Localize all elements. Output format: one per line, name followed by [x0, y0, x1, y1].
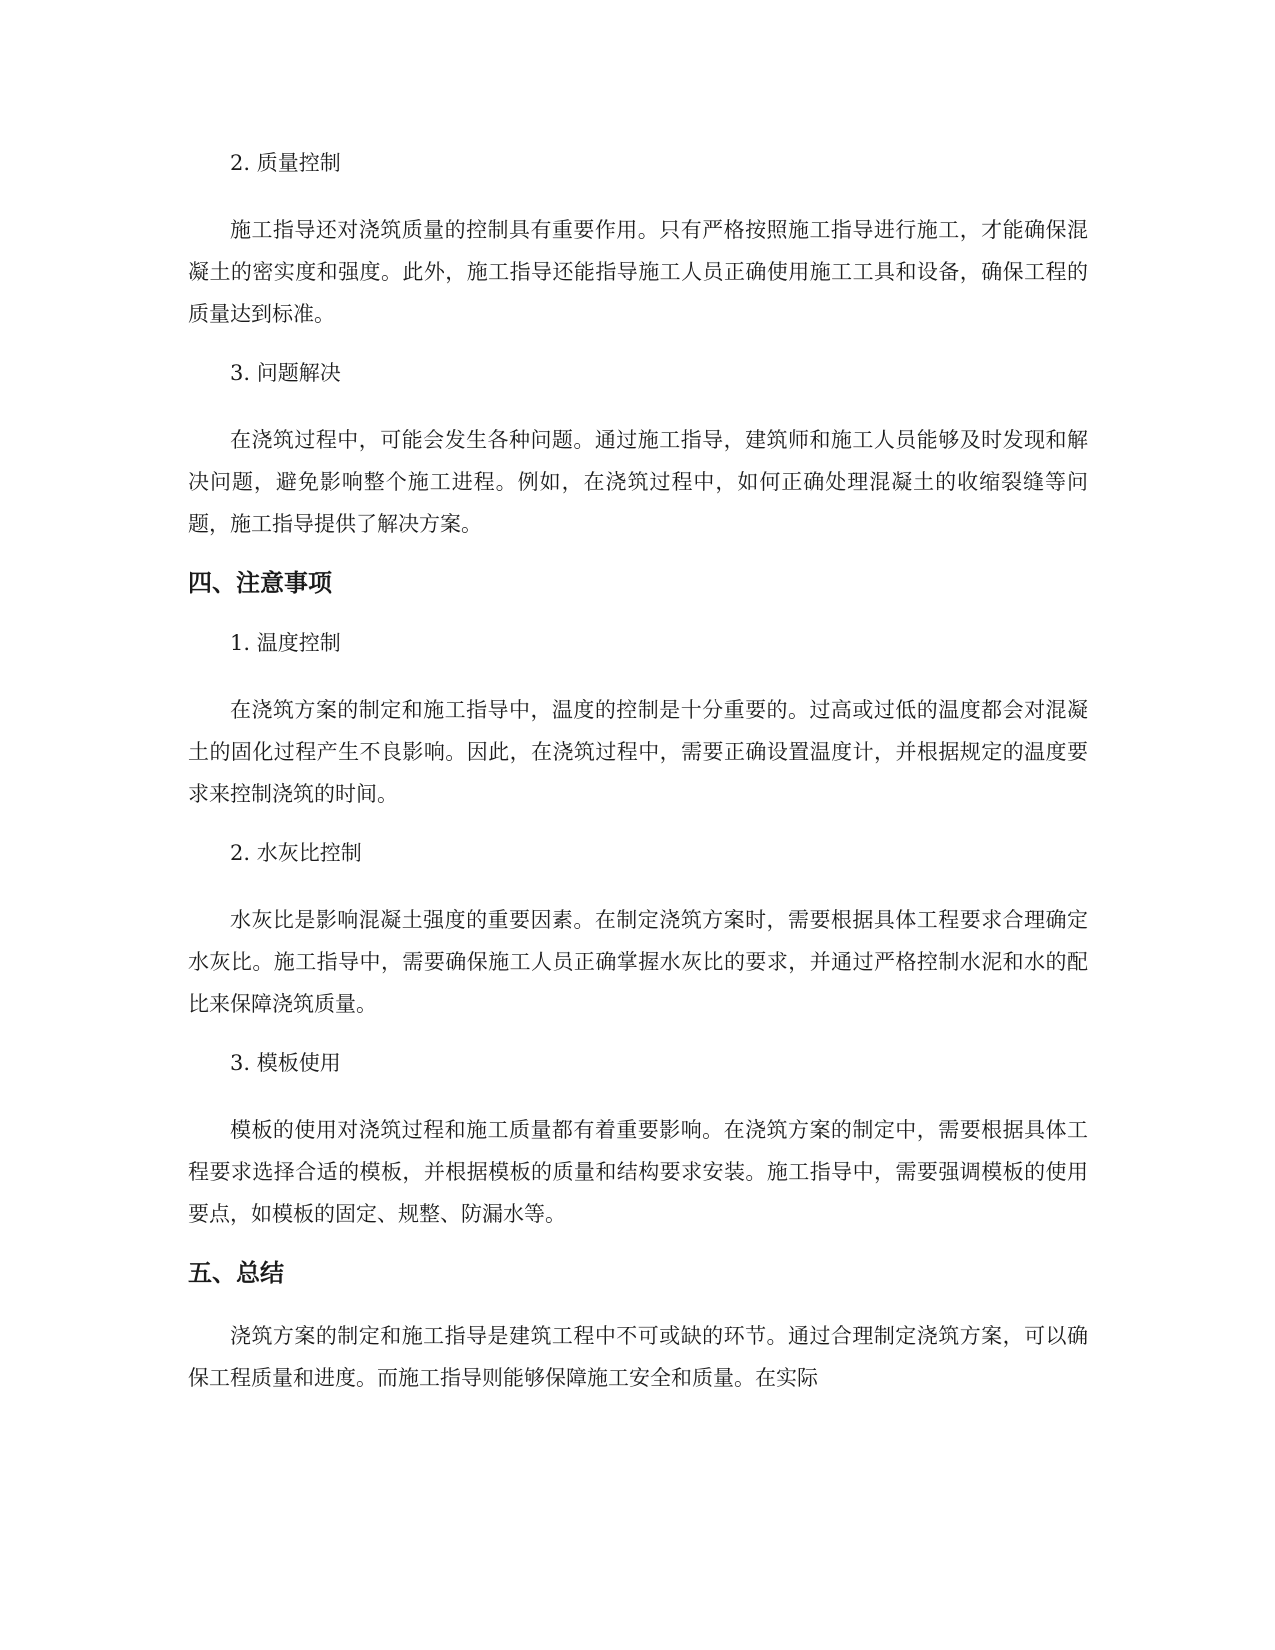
paragraph-quality-control: 施工指导还对浇筑质量的控制具有重要作用。只有严格按照施工指导进行施工，才能确保混凝土的密实度和强度。此外，施工指导还能指导施工人员正确使用施工工具和设备，确保工程的质量达到标准。 — [188, 218, 1088, 326]
subsection-title-quality-control: 2. 质量控制 — [230, 151, 341, 175]
subsection-title-water-cement-ratio: 2. 水灰比控制 — [230, 841, 362, 865]
document-body — [188, 145, 1088, 1419]
subsection-title-problem-solving: 3. 问题解决 — [230, 361, 341, 385]
paragraph-water-cement-ratio: 水灰比是影响混凝土强度的重要因素。在制定浇筑方案时，需要根据具体工程要求合理确定水灰比。施工指导中，需要确保施工人员正确掌握水灰比的要求，并通过严格控制水泥和水的配比来保障浇筑质量。 — [188, 908, 1088, 1016]
paragraph-problem-solving: 在浇筑过程中，可能会发生各种问题。通过施工指导，建筑师和施工人员能够及时发现和解决问题，避免影响整个施工进程。例如，在浇筑过程中，如何正确处理混凝土的收缩裂缝等问题，施工指导提供了解决方案。 — [188, 428, 1088, 536]
subsection-title-temperature-control: 1. 温度控制 — [230, 631, 341, 655]
subsection-title-formwork-use: 3. 模板使用 — [230, 1051, 341, 1075]
section-heading-precautions: 四、注意事项 — [188, 569, 332, 597]
paragraph-summary: 浇筑方案的制定和施工指导是建筑工程中不可或缺的环节。通过合理制定浇筑方案，可以确保工程质量和进度。而施工指导则能够保障施工安全和质量。在实际 — [188, 1324, 1088, 1390]
section-heading-summary: 五、总结 — [188, 1259, 284, 1287]
paragraph-formwork-use: 模板的使用对浇筑过程和施工质量都有着重要影响。在浇筑方案的制定中，需要根据具体工程要求选择合适的模板，并根据模板的质量和结构要求安装。施工指导中，需要强调模板的使用要点，如模板的固定、规整、防漏水等。 — [188, 1118, 1088, 1226]
paragraph-temperature-control: 在浇筑方案的制定和施工指导中，温度的控制是十分重要的。过高或过低的温度都会对混凝土的固化过程产生不良影响。因此，在浇筑过程中，需要正确设置温度计，并根据规定的温度要求来控制浇筑的时间。 — [188, 698, 1088, 806]
